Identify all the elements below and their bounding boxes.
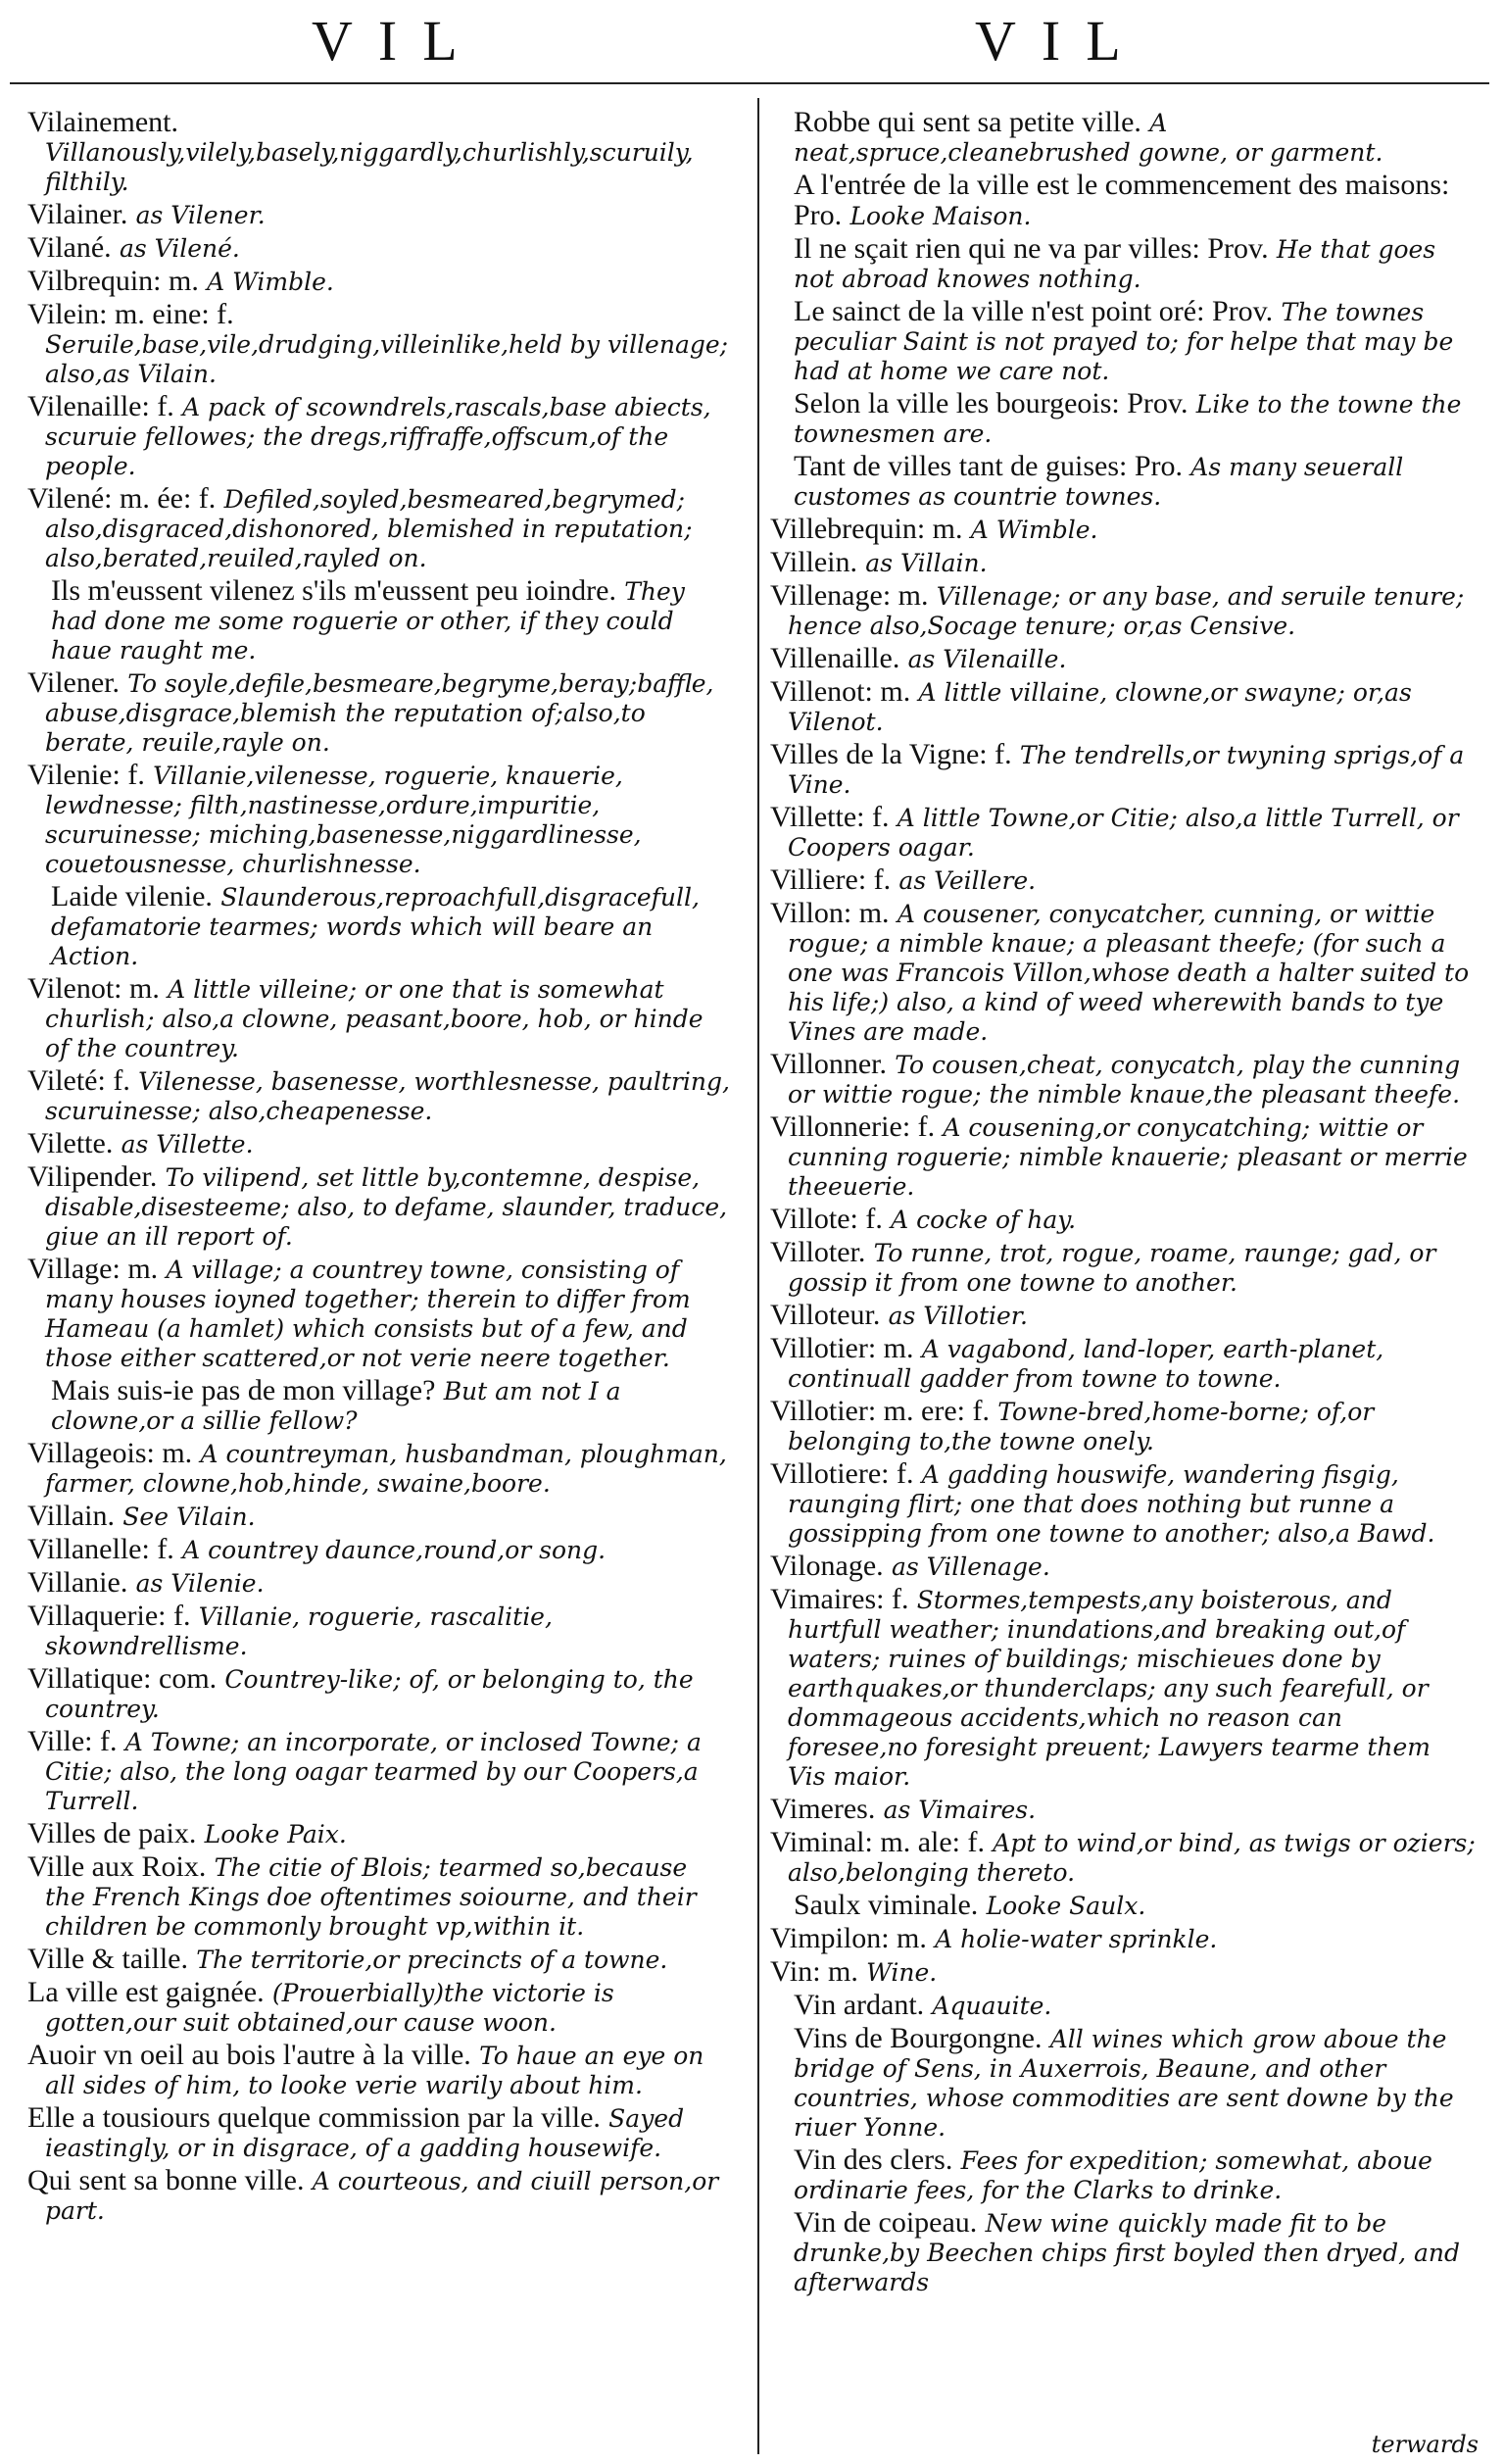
definition: Villanie, roguerie, rascalitie, skowndrellisme. [45,1602,553,1660]
dictionary-entry [770,865,1476,896]
dictionary-entry [770,2208,1476,2297]
dictionary-entry [770,2024,1476,2143]
headword: Villon: m. [770,897,890,929]
definition: as Vilenaille. [907,645,1067,673]
dictionary-entry [770,452,1476,512]
definition: A vagabond, land-loper, earth-planet, continuall gadder from towne to towne. [788,1335,1384,1393]
dictionary-entry [27,1727,733,1816]
dictionary-entry [770,581,1476,641]
definition: Vilenesse, basenesse, worthlesnesse, paultring, scuruinesse; also,cheapenesse. [45,1067,730,1125]
headword: Villageois: m. [27,1437,193,1469]
definition: A little villeine; or one that is somewhat churlish; also,a clowne, peasant,boore, hob, or hinde of the countrey. [45,975,703,1062]
definition: Sayed ieastingly, or in disgrace, of a gadding housewife. [45,2104,685,2162]
dictionary-entry [770,803,1476,862]
definition: Apt to wind,or bind, as twigs or oziers; also,belonging thereto. [788,1829,1476,1887]
dictionary-entry [770,644,1476,674]
headword: Vilenaille: f. [27,390,174,422]
headword: Robbe qui sent sa petite ville. [794,108,1141,138]
definition: Aquauite. [932,1992,1052,2020]
headword: Villoteur. [770,1299,881,1331]
dictionary-entry [27,2166,733,2226]
definition: A countrey daunce,round,or song. [182,1536,606,1564]
headword: Vimpilon: m. [770,1922,927,1954]
headword: Vilein: m. eine: f. [27,298,234,330]
dictionary-entry [770,1991,1476,2021]
dictionary-entry [27,1535,733,1565]
headword: Villote: f. [770,1203,883,1235]
headword: Ville: f. [27,1725,118,1757]
dictionary-entry [27,882,733,971]
headword: A l'entrée de la ville est le commencement des maisons: Pro. [794,169,1450,231]
dictionary-entry [770,1795,1476,1825]
dictionary-entry [27,1129,733,1159]
right-column [770,108,1476,2450]
headword: Tant de villes tant de guises: Pro. [794,450,1184,482]
definition: A cousening,or conycatching; wittie or cunning roguerie; nimble knauerie; pleasant or merrie theeuerie. [788,1113,1468,1201]
dictionary-entry [27,1664,733,1724]
dictionary-entry [770,1891,1476,1921]
dictionary-entry [27,2103,733,2163]
definition: Defiled,soyled,besmeared,begrymed; also,disgraced,dishonored, blemished in reputation; also,berated,reuiled,rayled on. [45,485,693,572]
definition: as Vilener. [135,201,266,229]
definition: A cocke of hay. [891,1206,1077,1234]
headword: Vilener. [27,666,120,699]
definition: A neat,spruce,cleanebrushed gowne, or garment. [794,109,1383,167]
definition: Wine. [866,1958,938,1987]
definition: Villenage; or any base, and seruile tenure; hence also,Socage tenure; or,as Censive. [788,582,1465,640]
headword: Vin ardant. [794,1989,925,2021]
headword: Selon la ville les bourgeois: Prov. [794,387,1189,419]
dictionary-entry [770,1585,1476,1792]
definition: Seruile,base,vile,drudging,villeinlike,held by villenage; also,as Vilain. [45,330,729,388]
dictionary-entry [27,1376,733,1436]
dictionary-entry [27,200,733,230]
running-header [0,0,1504,86]
dictionary-entry [770,171,1476,231]
headword: Villiere: f. [770,863,892,896]
dictionary-entry [770,389,1476,449]
headword: Vilonage. [770,1550,884,1582]
headword: Villoter. [770,1236,866,1268]
column-divider [757,98,759,2454]
definition: They had done me some roguerie or other, if they could haue raught me. [51,577,685,665]
dictionary-entry [770,297,1476,386]
headword: Vins de Bourgongne. [794,2022,1043,2054]
headword: Ville & taille. [27,1943,188,1975]
headword: Villenaille. [770,642,900,674]
headword: Villebrequin: m. [770,513,963,545]
definition: A cousener, conycatcher, cunning, or wittie rogue; a nimble knaue; a pleasant theefe; (for such a one was Francois Villon,whose death a halter suited to his life;) also, a kind of weed wherewith bands to tye Vines are made. [788,900,1470,1046]
definition: See Vilain. [122,1503,256,1531]
definition: Fees for expedition; somewhat, aboue ordinarie fees, for the Clarks to drinke. [794,2146,1432,2204]
header-rule [10,82,1489,84]
definition: A Towne; an incorporate, or inclosed Towne; a Citie; also, the long oagar tearmed by our Coopers,a Turrell. [45,1728,702,1815]
definition: as Veillere. [898,866,1037,895]
dictionary-entry [27,1162,733,1252]
definition: Stormes,tempests,any boisterous, and hurtfull weather; inundations,and breaking out,of waters; ruines of buildings; mischieues done by earthquakes,or thunderclaps; any such fearefull, or dommageous accidents,which no reason can foresee,no foresight preuent; Lawyers tearme them Vis maior. [788,1586,1431,1791]
dictionary-entry [27,392,733,481]
definition: A Wimble. [970,516,1098,544]
definition: A Wimble. [207,268,334,296]
definition: as Villette. [121,1130,254,1158]
headword: Villatique: com. [27,1662,218,1695]
headword: Vin des clers. [794,2144,953,2176]
definition: The tendrells,or twyning sprigs,of a Vine. [788,741,1465,799]
dictionary-entry [770,1050,1476,1109]
dictionary-entry [27,1502,733,1532]
definition: Looke Saulx. [986,1892,1146,1920]
headword: Elle a tousiours quelque commission par la ville. [27,2101,601,2134]
dictionary-entry [27,1945,733,1975]
definition: A countreyman, husbandman, ploughman, farmer, clowne,hob,hinde, swaine,boore. [45,1440,727,1498]
headword: Saulx viminale. [794,1889,979,1921]
definition: as Vilenie. [135,1569,265,1598]
definition: To vilipend, set little by,contemne, despise, disable,disesteeme; also, to defame, slaunder, traduce, giue an ill report of. [45,1163,728,1251]
dictionary-entry [27,1568,733,1599]
headword: Vin de coipeau. [794,2206,978,2239]
left-column [27,108,733,2450]
definition: A village; a countrey towne, consisting of many houses ioyned together; therein to differ from Hameau (a hamlet) which consists but of a few, and those either scattered,or not verie neere together. [45,1256,691,1372]
headword: Vilenie: f. [27,759,145,791]
headword: Ils m'eussent vilenez s'ils m'eussent peu ioindre. [51,574,616,607]
definition: To soyle,defile,besmeare,begryme,beray;baffle, abuse,disgrace,blemish the reputation of;also,to berate, reuile,rayle on. [45,669,714,757]
headword: Auoir vn oeil au bois l'autre à la ville. [27,2039,471,2071]
dictionary-entry [770,1112,1476,1202]
definition: To cousen,cheat, conycatch, play the cunning or wittie rogue; the nimble knaue,the pleasant theefe. [788,1051,1461,1109]
headword: Villotier: m. ere: f. [770,1395,990,1427]
header-left: VIL [312,9,483,73]
definition: Villanie,vilenesse, roguerie, knauerie, lewdnesse; filth,nastinesse,ordure,impuritie, scuruinesse; miching,basenesse,niggardlinesse, couetousnesse, churlishnesse. [45,762,642,878]
dictionary-entry [27,300,733,389]
definition: As many seuerall customes as countrie townes. [794,453,1404,511]
dictionary-entry [27,267,733,297]
dictionary-entry [770,1828,1476,1888]
dictionary-entry [770,1205,1476,1235]
definition: Villanously,vilely,basely,niggardly,churlishly,scuruily, filthily. [45,138,694,196]
definition: A little villaine, clowne,or swayne; or,as Vilenot. [788,678,1412,736]
headword: Le sainct de la ville n'est point oré: Prov. [794,295,1274,327]
definition: Looke Maison. [849,202,1032,230]
dictionary-entry [27,1978,733,2038]
definition: A little Towne,or Citie; also,a little Turrell, or Coopers oagar. [788,804,1459,862]
headword: Vilané. [27,231,112,264]
headword: Vin: m. [770,1955,858,1988]
dictionary-entry [770,1238,1476,1298]
dictionary-entry [770,1552,1476,1582]
dictionary-entry [770,1334,1476,1394]
headword: Vilenot: m. [27,972,160,1005]
definition: He that goes not abroad knowes nothing. [794,235,1436,293]
headword: Vilbrequin: m. [27,265,199,297]
dictionary-entry [27,484,733,573]
dictionary-entry [27,1255,733,1373]
headword: Ville aux Roix. [27,1850,207,1883]
headword: Villette: f. [770,801,890,833]
catchword: terwards [1371,2431,1479,2458]
dictionary-entry [27,233,733,264]
headword: Villaquerie: f. [27,1600,191,1632]
headword: Vilette. [27,1127,114,1159]
definition: as Villenage. [891,1552,1050,1581]
headword: Villonnerie: f. [770,1110,936,1143]
dictionary-entry [770,1957,1476,1988]
headword: Village: m. [27,1253,159,1285]
dictionary-entry [770,548,1476,578]
definition: as Villotier. [888,1302,1028,1330]
dictionary-entry [27,668,733,758]
definition: The townes peculiar Saint is not prayed to; for helpe that may be had at home we care not. [794,298,1454,385]
dictionary-entry [27,1852,733,1942]
dictionary-entry [770,515,1476,545]
headword: Villein. [770,546,858,578]
headword: Villanie. [27,1566,128,1599]
headword: Vilainer. [27,198,128,230]
definition: A holie-water sprinkle. [935,1925,1218,1953]
definition: Slaunderous,reproachfull,disgracefull, defamatorie tearmes; words which will beare an Action. [51,883,700,970]
dictionary-entry [27,974,733,1063]
definition: Like to the towne the townesmen are. [794,390,1462,448]
definition: The citie of Blois; tearmed so,because the French Kings doe oftentimes soiourne, and their children be commonly brought vp,within it. [45,1853,697,1941]
headword: Villes de paix. [27,1817,197,1849]
dictionary-entry [770,108,1476,168]
definition: as Villain. [865,549,988,577]
definition: New wine quickly made fit to be drunke,by Beechen chips first boyled then dryed, and afterwards [794,2209,1461,2296]
headword: Villain. [27,1500,116,1532]
headword: Vilipender. [27,1160,158,1193]
dictionary-entry [770,1397,1476,1456]
headword: La ville est gaignée. [27,1976,265,2008]
definition: as Vilené. [119,234,240,263]
headword: Vilainement. [27,108,178,138]
dictionary-entry [27,1066,733,1126]
headword: Vilené: m. ée: f. [27,482,217,515]
headword: Villenage: m. [770,579,929,612]
dictionary-entry [770,740,1476,800]
dictionary-entry [27,1819,733,1849]
definition: A courteous, and ciuill person,or part. [45,2167,719,2225]
definition: The territorie,or precincts of a towne. [196,1946,668,1974]
definition: (Prouerbially)the victorie is gotten,our suit obtained,our cause woon. [45,1979,614,2037]
dictionary-entry [770,1459,1476,1549]
headword: Laide vilenie. [51,880,213,912]
headword: Villanelle: f. [27,1533,174,1565]
headword: Viminal: m. ale: f. [770,1826,985,1858]
dictionary-entry [770,2145,1476,2205]
dictionary-entry [770,899,1476,1047]
definition: A gadding houswife, wandering fisgig, raunging flirt; one that does nothing but runne a gossipping from one towne to another; also,a Bawd. [788,1460,1435,1548]
headword: Vileté: f. [27,1064,130,1097]
headword: Villenot: m. [770,675,911,708]
header-right: VIL [975,9,1146,73]
definition: To runne, trot, rogue, roame, raunge; gad, or gossip it from one towne to another. [788,1239,1436,1297]
headword: Vimaires: f. [770,1583,909,1615]
headword: Villotiere: f. [770,1457,914,1490]
definition: All wines which grow aboue the bridge of Sens, in Auxerrois, Beaune, and other countries, whose commodities are sent downe by the riuer Yonne. [794,2025,1454,2142]
dictionary-entry [27,1602,733,1661]
headword: Qui sent sa bonne ville. [27,2164,305,2196]
dictionary-entry [770,234,1476,294]
dictionary-entry [27,108,733,197]
definition: Looke Paix. [204,1820,347,1848]
headword: Vimeres. [770,1793,876,1825]
definition: Towne-bred,home-borne; of,or belonging to,the towne onely. [788,1398,1375,1455]
definition: as Vimaires. [883,1796,1037,1824]
headword: Villes de la Vigne: f. [770,738,1012,770]
definition: A pack of scowndrels,rascals,base abiects, scuruie fellowes; the dregs,riffraffe,offscum,of the people. [45,393,711,480]
dictionary-entry [27,761,733,879]
headword: Il ne sçait rien qui ne va par villes: Prov. [794,232,1269,265]
dictionary-entry [770,1924,1476,1954]
dictionary-entry [27,1439,733,1499]
dictionary-entry [770,677,1476,737]
definition: But am not I a clowne,or a sillie fellow? [51,1377,621,1435]
headword: Villotier: m. [770,1332,914,1364]
dictionary-entry [770,1301,1476,1331]
headword: Villonner. [770,1048,888,1080]
definition: Countrey-like; of, or belonging to, the countrey. [45,1665,694,1723]
headword: Mais suis-ie pas de mon village? [51,1374,436,1406]
definition: To haue an eye on all sides of him, to looke verie warily about him. [45,2042,704,2099]
dictionary-entry [27,2041,733,2100]
dictionary-entry [27,576,733,665]
